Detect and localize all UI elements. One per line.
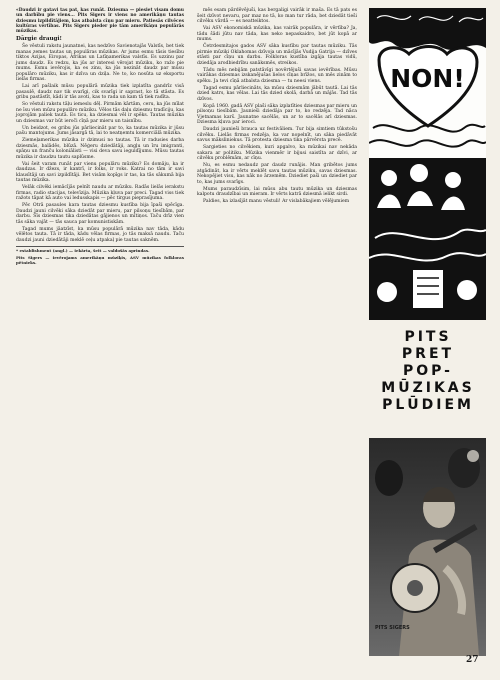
footnotes <box>16 246 184 265</box>
paragraph: Tagad mums jāatzīst, ka mūsu populārā mūzika nav tāda, kādu vēlētos tauta. Tā ir tāda, kādu vēlas firmas, jo tās maksā naudu. Taču daudzi jauni dziedātāji meklē ceļu atpakaļ pie tautas saknēm. <box>16 226 184 243</box>
paragraph: Nu, es esmu nedaudz par daudz runājis. Man gribētos jums atgādināt, ka ir vērts meklēt savu tautas mūziku, savas dziesmas. Nekopējiet visu, kas nāk no ārzemēm. Dziediet paši un dziediet par to, kas jums svarīgs. <box>197 163 357 185</box>
paragraph: Velāk cilvēki iemācījās pelnīt naudu ar mūziku. Radās lielās ierakstu firmas, radio stacijas, televīzija. Mūzika kļuva par preci. Tagad viss tiek ražots tāpat kā auto vai ledusskapis — pēc tirgus pieprasījuma. <box>16 185 184 202</box>
paragraph: Daudzi jaunieši brauca uz festivāliem. Tur bija simtiem tūkstošu cilvēku. Lielās firmas redzēja, ka var nopelnīt, un sāka piedāvāt savus māksliniekus. Tā protesta dziesma tika pārvērsta precē. <box>197 127 357 143</box>
photo-caption: PITS SIGERS <box>375 625 410 631</box>
paragraph: Vai ASV ekonomiskā mūzika, kas vairāk populāra, ir vērtība? Ja, tādu šādi jūtu nav tāda, kas neko nepaskaidro, bet jūt kopā ar mums. <box>197 26 357 42</box>
footnote: Pits Sigers — ievērojams amerikāņu mūziķis, ASV mūzikas folkloras pētnieks. <box>16 254 184 265</box>
headline-line: POP- <box>403 363 453 379</box>
paragraph: Paldies, ka izlasījāt manu vēstuli! Ar vislabākajiem vēlējumiem <box>203 199 350 204</box>
paragraph: Mums paraudzīsim, lai mūsu abu tautu mūzika un dziesmas kalpotu draudzībai un mieram. Ir vērts katrā dziesmā ielikt sirdi. <box>197 186 357 197</box>
paragraph: So vēstuli rakstu tāļu iemeslu dēļ. Pirmām kārtām, ceru, ka jūs mīlat ne īsu vien mūzu populāro mūziku. Vēlos tās daļu dziesmu tradīciju, kas joprojām paliek tautā. Es ticu, ka dziesmai vēl ir spēks. Tautas mūzika un dziesmas var būt ieroči cīņā par mieru un taisnību. <box>16 102 184 124</box>
left-column <box>16 8 184 267</box>
paragraph: Tādu mēs nebijām patstāvīgi novērtējuši savas ievērības. Mūsu vairākas dziesmas izskanējušas lielos cīņas brīžos, un mēs zinām to spēku. Ja tevi cīņā atbalsta dziesma — tu neesi viens. <box>197 67 357 84</box>
paragraph: Sargieties no cilvēkiem, kuri apgalvo, ka mūzikai nav nekāda sakara ar politiku. Mūzika vienmēr ir bijusi saistīta ar dzīvi, ar cilvēku problēmām, ar cīņu. <box>197 145 357 161</box>
footnote: * establishment (angl.) — iekārta, šeit — valdošās aprindas. <box>16 248 150 254</box>
singer-photo <box>369 438 486 656</box>
intro-text: «Daudzi ir gatavi tas pat, kas runāt. Dziesma — piesiet visam domu un darbību pie viens... Pits Sigers ir viens no amerikāņu tautas dziesmu izpildītājiem, kas atbalsta cīņu par mieru. Patiesās cilvēces kultūras vērtības. Pits Sigers pieder pie tām amerikāņu populārās mūzikas. <box>16 8 184 35</box>
poster-label: NON! <box>390 64 465 93</box>
headline-line: PLŪDIEM <box>382 397 474 413</box>
paragraph: Tagad esmu pārliecināts, ka mūsu dziesmām jābūt tautā. Lai tās dzied katrs, kas vēlas. Lai tās dzied skolā, darbā un mājās. Tad tās dzīvos. <box>197 85 357 102</box>
paragraph: Pēc Otrā pasaules kara tautas dziesmu kustība bija īpaši spēcīga. Daudzi jauni cilvēki sāka dziedāt par mieru, par pilsoņu tiesībām, par darbu. Šīs dziesmas tika dziedātas gājienos un mītiņos. Taču drīz vien tās sāka vajāt — tās sauca par komunistiskām. <box>16 203 184 225</box>
paragraph: Lai arī pašlaik mūsu populārā mūzika tiek izplatīta gandrīz visā pasaulē, daudz nav tik svarīgi, cik svarīgi ir saprast, ko tā stāsta. Es gribu pastāstīt, kādi ir tās avoti, kas to rada un kam tā tiek radīta. <box>16 84 184 101</box>
headline-line: PRET <box>401 346 455 362</box>
headline-line: PITS <box>404 329 452 345</box>
middle-column <box>197 8 357 206</box>
poster-artwork <box>369 8 486 320</box>
paragraph: Četrdesmitajos gados ASV sāka kustību par tautas mūziku. Tās pirmie mūziķi Oklahomas dzīvoja un mācījās Vudija Gatrija — dzīves stāsti par cīņu un darbu. Folkloras kustība izgāja tautas vidū, dziedāja arodbiedrību sanāksmēs, streikos. <box>197 44 357 66</box>
salutation: Dārgie draugi! <box>16 36 63 43</box>
photo-image <box>369 438 486 656</box>
paragraph: Kopā 1960. gadā ASV plaši sāka izplatīties dziesmas par mieru un pilsoņu tiesībām. Jaunieši dziedāja par to, ko redzēja. Tad nāca Vjetnamas karš. Jaunatne sacēlās, un ar to sacēlās arī dziesmas. Dziesma kļuva par ieroci. <box>197 103 357 125</box>
paragraph: Vai šeit varam runāt par vienu populāru mūziku? Es domāju, ka ir daudzas. Ir džezs, ir kantrī, ir folks, ir roks. Katrai no tām ir savi klausītāji un savi izpildītāji. Bet visām kopīgs ir tas, ka tās sākumā bija tautas mūzika. <box>16 161 184 184</box>
headline-line: MŪZIKAS <box>381 380 475 396</box>
paragraph: Še vēstuli rakstu jaunatnei, kas nedzīvo Savienotajās Valstīs, bet tiek manas zemes tautas un populāras mūzikas. Ar jums esmu tāsis tiesību tiktos Āzijas, Eiropas, Āfrikas un Latīņamerikas valstīs. Es uzzinu par jums daudz. Es redzu, ka jūs ar interesi vērojat mūziku, ko ražo pie mums. Esmu ievērojis, ka es zinu, ka jūs nezināt daudz par mūsu populāro mūziku, kas ir dzīva un dziļa. Ne to, ko nosūta uz eksportu lielās firmas. <box>16 44 184 83</box>
protest-poster-illustration <box>369 8 486 320</box>
article-headline <box>372 329 484 414</box>
paragraph: Un beidzot, es gribu jūs pārliecināt par to, ka tautas mūzika ir jūsu pašu mantojums. Jums jāsargā tā, lai to neatņemtu komerciālā mūzika. <box>16 125 184 137</box>
paragraph: mēs esam pārdēvējuši, kas bergaligi vairāk ir maša. Es tā pats es šeit dzīvot nevaru, par maz no tā, ko man tur rāda, bet dziedāt tieši cilvēku vārdā — es neatteiktos. <box>197 8 357 24</box>
paragraph: Ziemeļamerikas mūzika ir dzimusi no tautas. Tā ir radusies darba dziesmās, balādēs, blūzā. Nēģeru dziedātāji, angļu un īru imigranti, spāņu un franču koloniālisti — visi deva savu ieguldījumu. Mūsu tautas mūzika ir daudzu tautu saplūsme. <box>16 138 184 160</box>
page-number: 27 <box>466 655 479 665</box>
